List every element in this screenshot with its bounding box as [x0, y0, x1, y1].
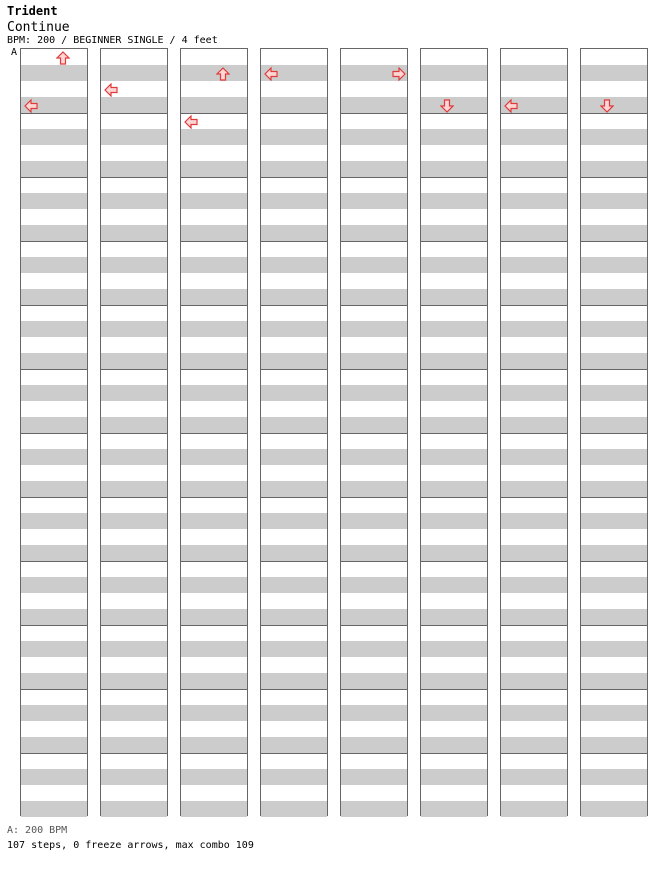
- arrow-right-icon: [392, 66, 406, 80]
- beat-stripe: [341, 769, 407, 785]
- beat-stripe: [101, 545, 167, 561]
- measure-line: [101, 113, 167, 114]
- beat-stripe: [181, 353, 247, 369]
- beat-stripe: [581, 257, 647, 273]
- beat-stripe: [101, 129, 167, 145]
- beat-stripe: [21, 673, 87, 689]
- beat-stripe: [101, 801, 167, 817]
- measure-line: [261, 497, 327, 498]
- beat-stripe: [501, 353, 567, 369]
- arrow-up-icon: [56, 50, 70, 64]
- measure-line: [101, 305, 167, 306]
- beat-stripe: [421, 545, 487, 561]
- measure-line: [21, 497, 87, 498]
- beat-stripe: [501, 769, 567, 785]
- measure-line: [421, 689, 487, 690]
- beat-stripe: [341, 737, 407, 753]
- beat-stripe: [21, 193, 87, 209]
- beat-stripe: [181, 161, 247, 177]
- beat-stripe: [261, 705, 327, 721]
- beat-stripe: [21, 481, 87, 497]
- beat-stripe: [581, 97, 647, 113]
- beat-stripe: [101, 353, 167, 369]
- beat-stripe: [341, 641, 407, 657]
- beat-stripe: [341, 577, 407, 593]
- beat-stripe: [101, 449, 167, 465]
- beat-stripe: [21, 641, 87, 657]
- beat-stripe: [501, 257, 567, 273]
- beat-stripe: [341, 481, 407, 497]
- measure-line: [581, 753, 647, 754]
- beat-stripe: [261, 545, 327, 561]
- beat-stripe: [101, 321, 167, 337]
- beat-stripe: [501, 673, 567, 689]
- beat-stripe: [501, 225, 567, 241]
- measure-line: [501, 497, 567, 498]
- measure-line: [341, 113, 407, 114]
- measure-line: [261, 177, 327, 178]
- beat-stripe: [421, 129, 487, 145]
- beat-stripe: [261, 97, 327, 113]
- beat-stripe: [581, 321, 647, 337]
- beat-stripe: [101, 705, 167, 721]
- arrow-down-icon: [440, 98, 454, 112]
- song-artist: Continue: [7, 20, 70, 35]
- beat-stripe: [21, 321, 87, 337]
- beat-stripe: [501, 289, 567, 305]
- measure-line: [581, 561, 647, 562]
- beat-stripe: [21, 577, 87, 593]
- measure-line: [181, 625, 247, 626]
- beat-stripe: [261, 513, 327, 529]
- beat-stripe: [101, 257, 167, 273]
- beat-stripe: [181, 545, 247, 561]
- measure-line: [341, 689, 407, 690]
- beat-stripe: [181, 65, 247, 81]
- beat-stripe: [181, 385, 247, 401]
- measure-line: [581, 177, 647, 178]
- measure-line: [21, 753, 87, 754]
- measure-line: [261, 241, 327, 242]
- beat-stripe: [421, 321, 487, 337]
- beat-stripe: [501, 65, 567, 81]
- measure-line: [21, 241, 87, 242]
- beat-stripe: [341, 513, 407, 529]
- beat-stripe: [181, 801, 247, 817]
- measure-line: [181, 177, 247, 178]
- beat-stripe: [21, 385, 87, 401]
- beat-stripe: [261, 609, 327, 625]
- beat-stripe: [581, 673, 647, 689]
- beat-stripe: [421, 737, 487, 753]
- measure-line: [261, 433, 327, 434]
- beat-stripe: [101, 97, 167, 113]
- measure-line: [501, 689, 567, 690]
- beat-stripe: [421, 225, 487, 241]
- measure-line: [21, 625, 87, 626]
- measure-line: [421, 177, 487, 178]
- beat-stripe: [21, 257, 87, 273]
- chart-column: [260, 48, 328, 816]
- measure-line: [101, 753, 167, 754]
- beat-stripe: [261, 289, 327, 305]
- measure-line: [21, 305, 87, 306]
- beat-stripe: [181, 193, 247, 209]
- measure-line: [501, 177, 567, 178]
- measure-line: [581, 497, 647, 498]
- beat-stripe: [581, 65, 647, 81]
- beat-stripe: [341, 193, 407, 209]
- beat-stripe: [501, 417, 567, 433]
- arrow-left-icon: [24, 98, 38, 112]
- beat-stripe: [421, 769, 487, 785]
- beat-stripe: [261, 257, 327, 273]
- measure-line: [261, 113, 327, 114]
- chart-column: [340, 48, 408, 816]
- beat-stripe: [341, 129, 407, 145]
- beat-stripe: [581, 609, 647, 625]
- beat-stripe: [101, 673, 167, 689]
- beat-stripe: [581, 385, 647, 401]
- beat-stripe: [21, 545, 87, 561]
- chart-column: [20, 48, 88, 816]
- beat-stripe: [261, 737, 327, 753]
- beat-stripe: [261, 353, 327, 369]
- beat-stripe: [501, 449, 567, 465]
- beat-stripe: [181, 769, 247, 785]
- beat-stripe: [21, 737, 87, 753]
- chart-column: [100, 48, 168, 816]
- beat-stripe: [501, 161, 567, 177]
- beat-stripe: [21, 65, 87, 81]
- beat-stripe: [421, 193, 487, 209]
- beat-stripe: [421, 161, 487, 177]
- measure-line: [341, 497, 407, 498]
- beat-stripe: [181, 129, 247, 145]
- chart-column: [420, 48, 488, 816]
- beat-stripe: [501, 577, 567, 593]
- beat-stripe: [581, 545, 647, 561]
- beat-stripe: [101, 161, 167, 177]
- beat-stripe: [101, 769, 167, 785]
- beat-stripe: [581, 801, 647, 817]
- beat-stripe: [181, 609, 247, 625]
- beat-stripe: [421, 577, 487, 593]
- measure-line: [421, 561, 487, 562]
- beat-stripe: [101, 641, 167, 657]
- beat-stripe: [581, 193, 647, 209]
- measure-line: [101, 369, 167, 370]
- measure-line: [101, 433, 167, 434]
- beat-stripe: [21, 161, 87, 177]
- beat-stripe: [501, 385, 567, 401]
- beat-stripe: [181, 481, 247, 497]
- measure-line: [341, 369, 407, 370]
- beat-stripe: [581, 225, 647, 241]
- measure-line: [261, 753, 327, 754]
- beat-stripe: [101, 225, 167, 241]
- measure-line: [101, 689, 167, 690]
- beat-stripe: [181, 257, 247, 273]
- beat-stripe: [261, 225, 327, 241]
- measure-line: [421, 305, 487, 306]
- chart-stats: 107 steps, 0 freeze arrows, max combo 109: [7, 840, 254, 851]
- beat-stripe: [181, 417, 247, 433]
- chart-info: BPM: 200 / BEGINNER SINGLE / 4 feet: [7, 35, 218, 46]
- arrow-left-icon: [504, 98, 518, 112]
- beat-stripe: [501, 609, 567, 625]
- beat-stripe: [421, 257, 487, 273]
- beat-stripe: [21, 129, 87, 145]
- beat-stripe: [421, 289, 487, 305]
- beat-stripe: [581, 577, 647, 593]
- beat-stripe: [421, 609, 487, 625]
- beat-stripe: [501, 513, 567, 529]
- beat-stripe: [421, 641, 487, 657]
- beat-stripe: [421, 417, 487, 433]
- beat-stripe: [581, 353, 647, 369]
- measure-line: [421, 497, 487, 498]
- beat-stripe: [341, 449, 407, 465]
- beat-stripe: [581, 769, 647, 785]
- measure-line: [181, 369, 247, 370]
- measure-line: [501, 113, 567, 114]
- measure-line: [101, 177, 167, 178]
- beat-stripe: [421, 385, 487, 401]
- beat-stripe: [21, 225, 87, 241]
- measure-line: [581, 305, 647, 306]
- beat-stripe: [21, 449, 87, 465]
- measure-line: [341, 433, 407, 434]
- measure-line: [501, 753, 567, 754]
- measure-line: [341, 753, 407, 754]
- beat-stripe: [501, 545, 567, 561]
- beat-stripe: [261, 641, 327, 657]
- beat-stripe: [261, 577, 327, 593]
- beat-stripe: [101, 577, 167, 593]
- measure-line: [421, 369, 487, 370]
- measure-line: [421, 433, 487, 434]
- measure-line: [421, 113, 487, 114]
- measure-line: [101, 561, 167, 562]
- measure-line: [581, 369, 647, 370]
- beat-stripe: [501, 705, 567, 721]
- beat-stripe: [421, 801, 487, 817]
- beat-stripe: [261, 321, 327, 337]
- measure-line: [581, 241, 647, 242]
- beat-stripe: [421, 513, 487, 529]
- arrow-left-icon: [264, 66, 278, 80]
- arrow-down-icon: [600, 98, 614, 112]
- measure-line: [501, 241, 567, 242]
- beat-stripe: [581, 417, 647, 433]
- beat-stripe: [101, 513, 167, 529]
- beat-stripe: [421, 481, 487, 497]
- beat-stripe: [181, 737, 247, 753]
- beat-stripe: [21, 609, 87, 625]
- beat-stripe: [101, 737, 167, 753]
- beat-stripe: [501, 129, 567, 145]
- measure-line: [421, 625, 487, 626]
- measure-line: [21, 689, 87, 690]
- bpm-marker-label: A: [11, 47, 18, 58]
- beat-stripe: [581, 641, 647, 657]
- beat-stripe: [261, 129, 327, 145]
- measure-line: [421, 753, 487, 754]
- beat-stripe: [101, 609, 167, 625]
- measure-line: [581, 113, 647, 114]
- beat-stripe: [181, 289, 247, 305]
- beat-stripe: [581, 129, 647, 145]
- measure-line: [181, 561, 247, 562]
- beat-stripe: [341, 353, 407, 369]
- beat-stripe: [101, 417, 167, 433]
- beat-stripe: [421, 97, 487, 113]
- beat-stripe: [21, 513, 87, 529]
- measure-line: [101, 625, 167, 626]
- beat-stripe: [101, 289, 167, 305]
- beat-stripe: [21, 417, 87, 433]
- beat-stripe: [21, 289, 87, 305]
- beat-stripe: [341, 161, 407, 177]
- song-title: Trident: [7, 4, 58, 18]
- beat-stripe: [181, 321, 247, 337]
- measure-line: [501, 369, 567, 370]
- beat-stripe: [501, 641, 567, 657]
- beat-stripe: [501, 321, 567, 337]
- beat-stripe: [421, 673, 487, 689]
- beat-stripe: [421, 449, 487, 465]
- beat-stripe: [581, 161, 647, 177]
- measure-line: [181, 753, 247, 754]
- beat-stripe: [341, 705, 407, 721]
- beat-stripe: [341, 801, 407, 817]
- measure-line: [421, 241, 487, 242]
- measure-line: [341, 177, 407, 178]
- measure-line: [181, 241, 247, 242]
- beat-stripe: [261, 801, 327, 817]
- measure-line: [581, 433, 647, 434]
- measure-line: [261, 625, 327, 626]
- beat-stripe: [341, 289, 407, 305]
- measure-line: [341, 241, 407, 242]
- measure-line: [501, 305, 567, 306]
- measure-line: [261, 689, 327, 690]
- measure-line: [101, 497, 167, 498]
- beat-stripe: [341, 385, 407, 401]
- beat-stripe: [501, 737, 567, 753]
- beat-stripe: [341, 545, 407, 561]
- measure-line: [261, 561, 327, 562]
- measure-line: [501, 625, 567, 626]
- beat-stripe: [21, 705, 87, 721]
- beat-stripe: [581, 481, 647, 497]
- beat-stripe: [341, 321, 407, 337]
- beat-stripe: [181, 225, 247, 241]
- measure-line: [181, 305, 247, 306]
- beat-stripe: [341, 257, 407, 273]
- arrow-up-icon: [216, 66, 230, 80]
- beat-stripe: [181, 449, 247, 465]
- measure-line: [21, 177, 87, 178]
- beat-stripe: [421, 65, 487, 81]
- measure-line: [261, 305, 327, 306]
- beat-stripe: [181, 705, 247, 721]
- beat-stripe: [581, 513, 647, 529]
- measure-line: [341, 561, 407, 562]
- beat-stripe: [101, 385, 167, 401]
- beat-stripe: [261, 385, 327, 401]
- beat-stripe: [181, 673, 247, 689]
- arrow-left-icon: [104, 82, 118, 96]
- beat-stripe: [181, 97, 247, 113]
- beat-stripe: [501, 193, 567, 209]
- measure-line: [501, 561, 567, 562]
- measure-line: [181, 433, 247, 434]
- beat-stripe: [261, 449, 327, 465]
- beat-stripe: [501, 481, 567, 497]
- beat-stripe: [341, 97, 407, 113]
- measure-line: [21, 369, 87, 370]
- beat-stripe: [261, 193, 327, 209]
- chart-column: [580, 48, 648, 816]
- chart-column: [500, 48, 568, 816]
- beat-stripe: [341, 609, 407, 625]
- beat-stripe: [101, 481, 167, 497]
- beat-stripe: [501, 801, 567, 817]
- beat-stripe: [181, 513, 247, 529]
- measure-line: [21, 113, 87, 114]
- beat-stripe: [101, 65, 167, 81]
- chart-column: [180, 48, 248, 816]
- beat-stripe: [261, 481, 327, 497]
- measure-line: [341, 305, 407, 306]
- beat-stripe: [581, 737, 647, 753]
- measure-line: [581, 689, 647, 690]
- beat-stripe: [21, 801, 87, 817]
- measure-line: [501, 433, 567, 434]
- measure-line: [181, 689, 247, 690]
- beat-stripe: [581, 705, 647, 721]
- measure-line: [101, 241, 167, 242]
- beat-stripe: [581, 449, 647, 465]
- beat-stripe: [181, 641, 247, 657]
- measure-line: [261, 369, 327, 370]
- measure-line: [341, 625, 407, 626]
- beat-stripe: [261, 673, 327, 689]
- beat-stripe: [341, 225, 407, 241]
- beat-stripe: [421, 705, 487, 721]
- beat-stripe: [21, 353, 87, 369]
- beat-stripe: [101, 193, 167, 209]
- measure-line: [21, 433, 87, 434]
- beat-stripe: [581, 289, 647, 305]
- beat-stripe: [261, 161, 327, 177]
- arrow-left-icon: [184, 114, 198, 128]
- beat-stripe: [341, 673, 407, 689]
- measure-line: [21, 561, 87, 562]
- beat-stripe: [181, 577, 247, 593]
- beat-stripe: [261, 769, 327, 785]
- beat-stripe: [341, 417, 407, 433]
- measure-line: [181, 497, 247, 498]
- beat-stripe: [261, 417, 327, 433]
- bpm-legend: A: 200 BPM: [7, 825, 68, 836]
- beat-stripe: [21, 769, 87, 785]
- measure-line: [581, 625, 647, 626]
- beat-stripe: [421, 353, 487, 369]
